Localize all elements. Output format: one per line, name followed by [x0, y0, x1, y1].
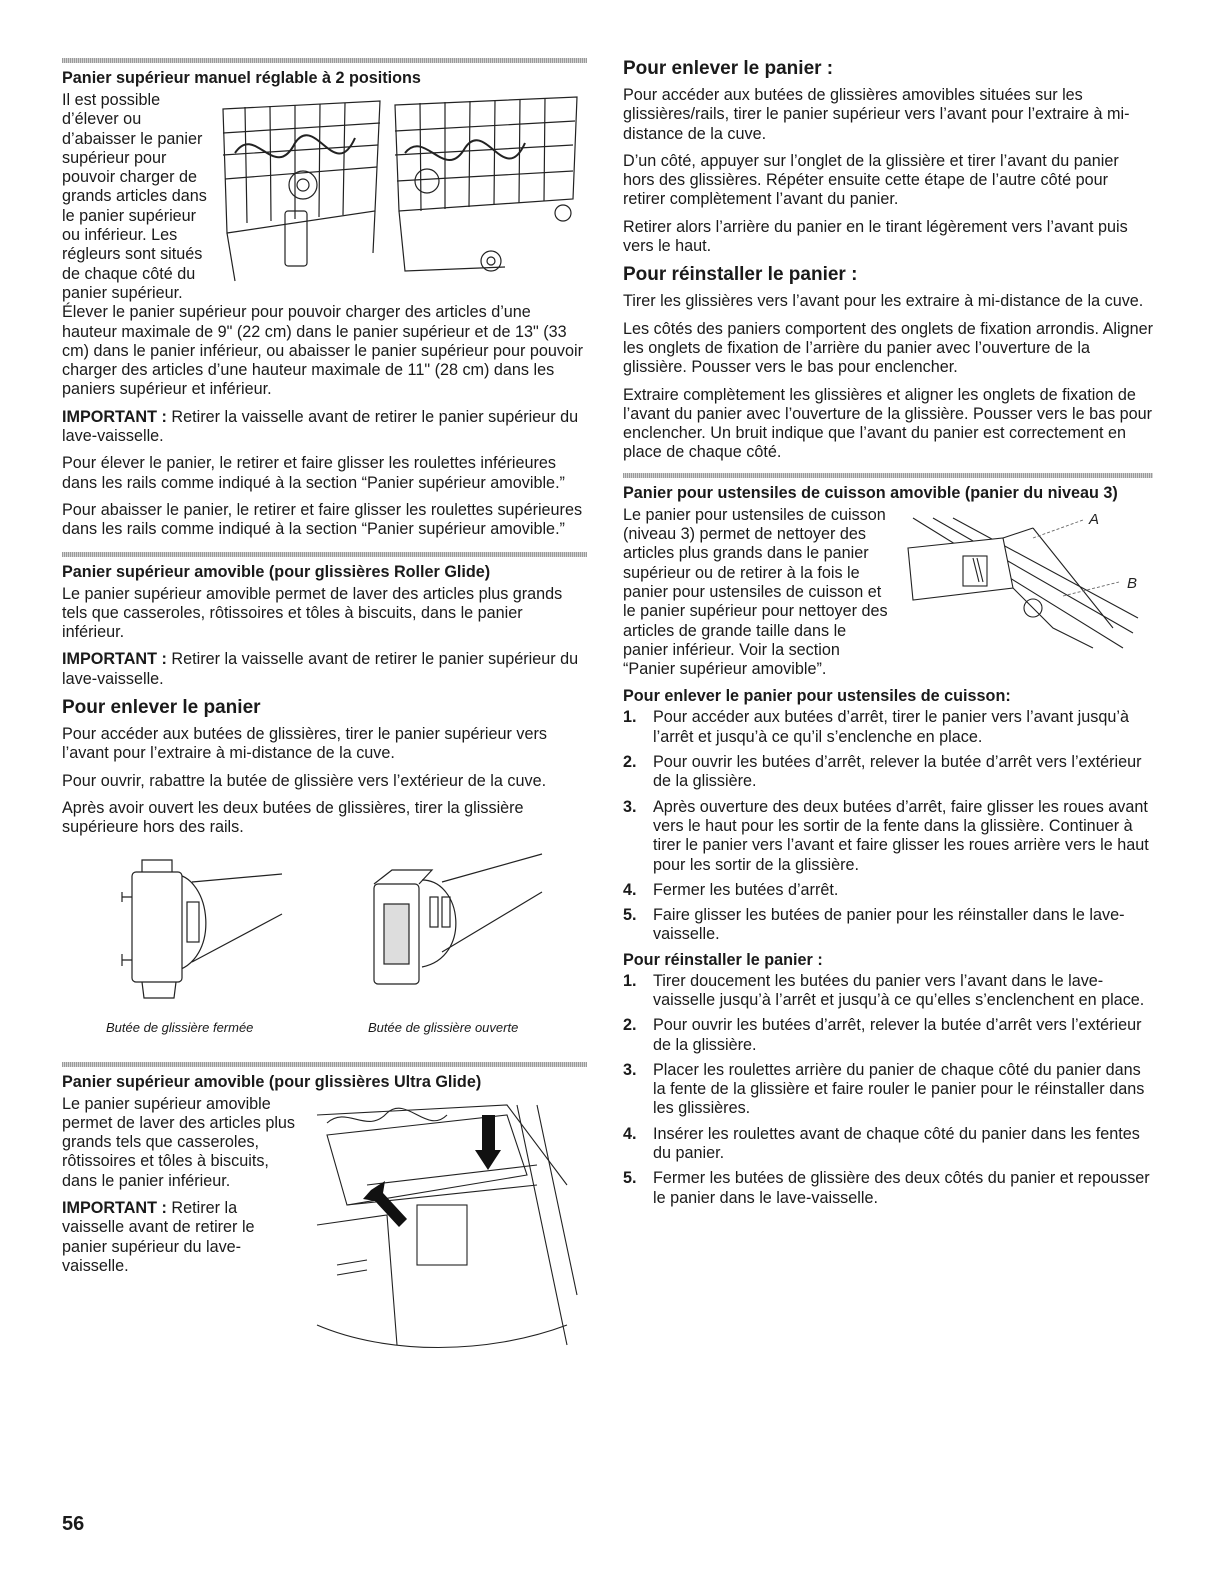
- list-item: 1. Tirer doucement les butées du panier vers l’avant dans le lave-vaisselle jusqu’à l’arrêt et jusqu’à ce qu’elles s’enclenchent en place.: [623, 971, 1145, 1009]
- section-title-roller-glide: Panier supérieur amovible (pour glissières Roller Glide): [62, 562, 491, 581]
- section-title-adjustable-rack: Panier supérieur manuel réglable à 2 positions: [62, 69, 421, 87]
- rack-adjuster-illustration: [215, 93, 587, 287]
- heading-reinstall-cookware-rack: Pour réinstaller le panier :: [623, 950, 823, 969]
- paragraph-extend-slides: Extraire complètement les glissières et aligner les onglets de fixation de l’avant du panier avec l’ouverture de la glissière. Pousser vers le bas pour enclencher. Un bruit indique que l’avant du panier est correctement en place de chaque côté.: [623, 385, 1153, 462]
- section-divider: [62, 552, 587, 557]
- heading-remove-rack-ultra: Pour enlever le panier :: [623, 58, 834, 79]
- heading-remove-rack: Pour enlever le panier: [62, 697, 261, 719]
- list-item: 1. Pour accéder aux butées d’arrêt, tirer le panier vers l’avant jusqu’à l’arrêt et jusqu’à ce qu’il s’enclenche en place.: [623, 708, 1129, 746]
- paragraph-adjustable-intro: Il est possible d’élever ou d’abaisser le panier supérieur pour pouvoir charger de grands articles dans le panier supérieur ou inférieur. Les régleurs sont situés de chaque côté du panier supérieur. Élever le panier supérieur pour pouvoir charger des articles d’une hauteur maximale de 9" (22 cm) dans le panier supérieur et de 13" (33 cm) dans le panier inférieur, ou abaisser le panier supérieur pour pouvoir charger des articles d’une hauteur maximale de 11" (28 cm) dans les paniers supérieur et inférieur.: [62, 91, 583, 399]
- caption-stop-closed: Butée de glissière fermée: [106, 1019, 254, 1035]
- heading-reinstall-rack: Pour réinstaller le panier :: [623, 264, 858, 286]
- paragraph-roller-intro: Le panier supérieur amovible permet de laver des articles plus grands tels que casseroles, rôtissoires et tôles à biscuits, dans le panier inférieur.: [62, 584, 563, 642]
- list-item: 2. Pour ouvrir les butées d’arrêt, relever la butée d’arrêt vers l’extérieur de la glissière.: [623, 753, 1142, 791]
- callout-label-a: A: [1089, 510, 1100, 528]
- section-divider: [62, 1062, 587, 1067]
- paragraph-raise-rack: Pour élever le panier, le retirer et faire glisser les roulettes inférieures dans les rails comme indiqué à la section “Panier supérieur amovible.”: [62, 454, 565, 492]
- list-item: 2. Pour ouvrir les butées d’arrêt, relever la butée d’arrêt vers l’extérieur de la glissière.: [623, 1016, 1142, 1054]
- section-title-ultra-glide: Panier supérieur amovible (pour glissières Ultra Glide): [62, 1072, 482, 1091]
- paragraph-pull-slides: Tirer les glissières vers l’avant pour les extraire à mi-distance de la cuve.: [623, 292, 1144, 311]
- list-item: 5. Fermer les butées de glissière des deux côtés du panier et repousser le panier dans le lave-vaisselle.: [623, 1169, 1150, 1207]
- paragraph-important-3: IMPORTANT : Retirer la vaisselle avant de retirer le panier supérieur du lave-vaisselle.: [62, 1198, 255, 1275]
- paragraph-pull-slide: Après avoir ouvert les deux butées de glissières, tirer la glissière supérieure hors des rails.: [62, 798, 524, 837]
- paragraph-ultra-intro: Le panier supérieur amovible permet de laver des articles plus grands tels que casseroles, rôtissoires et tôles à biscuits, dans le panier inférieur.: [62, 1094, 296, 1190]
- left-column: [62, 58, 587, 1355]
- paragraph-important-2: IMPORTANT : Retirer la vaisselle avant de retirer le panier supérieur du lave-vaisselle.: [62, 650, 579, 688]
- rail-stop-open-illustration: [362, 852, 552, 1002]
- third-level-rack-illustration: [893, 508, 1153, 658]
- paragraph-align-tabs: Les côtés des paniers comportent des onglets de fixation arrondis. Aligner les onglets de fixation de l’arrière du panier avec l’ouverture de la glissière. Pousser vers le bas pour enclencher.: [623, 319, 1153, 377]
- paragraph-important-1: IMPORTANT : Retirer la vaisselle avant de retirer le panier supérieur du lave-vaisselle.: [62, 407, 579, 446]
- list-item: 5. Faire glisser les butées de panier pour les réinstaller dans le lave-vaisselle.: [623, 906, 1125, 944]
- list-item: 3. Après ouverture des deux butées d’arrêt, faire glisser les roues avant vers le haut pour les sortir de la fente dans la glissière. Continuer à tirer le panier vers l’avant et faire glisser les roues arrière vers le haut pour les sortir de la glissière.: [623, 797, 1149, 874]
- list-item: 4. Fermer les butées d’arrêt.: [623, 880, 839, 899]
- rail-stop-figures: [62, 852, 587, 1052]
- paragraph-access-removable-stops: Pour accéder aux butées de glissières amovibles situées sur les glissières/rails, tirer le panier supérieur vers l’avant pour l’extraire à mi-distance de la cuve.: [623, 86, 1130, 143]
- rail-stop-closed-illustration: [102, 852, 292, 1002]
- paragraph-access-stops: Pour accéder aux butées de glissières, tirer le panier supérieur vers l’avant pour l’extraire à mi-distance de la cuve.: [62, 725, 547, 763]
- list-item: 3. Placer les roulettes arrière du panier de chaque côté du panier dans la fente de la glissière et faire rouler le panier pour le réinstaller dans les glissières.: [623, 1060, 1145, 1118]
- paragraph-open-stop: Pour ouvrir, rabattre la butée de glissière vers l’extérieur de la cuve.: [62, 771, 547, 790]
- page-number: 56: [62, 1513, 85, 1535]
- paragraph-third-level-intro: Le panier pour ustensiles de cuisson (niveau 3) permet de nettoyer des articles plus grands dans le panier supérieur ou de retirer à la fois le panier pour ustensiles de cuisson et le panier supérieur pour nettoyer des articles de grande taille dans le panier inférieur. Voir la section “Panier supérieur amovible”.: [623, 505, 888, 679]
- paragraph-press-tab: D’un côté, appuyer sur l’onglet de la glissière et tirer l’avant du panier hors des glissières. Répéter ensuite cette étape de l’autre côté pour retirer complètement l’avant du panier.: [623, 151, 1119, 209]
- paragraph-remove-rear: Retirer alors l’arrière du panier en le tirant légèrement vers l’avant puis vers le haut.: [623, 217, 1128, 256]
- list-item: 4. Insérer les roulettes avant de chaque côté du panier dans les fentes du panier.: [623, 1124, 1140, 1163]
- right-column: [623, 58, 1153, 1214]
- remove-steps-list: [623, 708, 1153, 944]
- ultra-glide-illustration: [307, 1095, 587, 1355]
- section-divider: [623, 473, 1153, 478]
- callout-label-b: B: [1127, 574, 1138, 592]
- section-title-third-level: Panier pour ustensiles de cuisson amovible (panier du niveau 3): [623, 483, 1118, 502]
- heading-remove-cookware-rack: Pour enlever le panier pour ustensiles de cuisson:: [623, 687, 1011, 706]
- reinstall-steps-list: [623, 972, 1153, 1208]
- section-divider: [62, 58, 587, 63]
- paragraph-lower-rack: Pour abaisser le panier, le retirer et faire glisser les roulettes supérieures dans les rails comme indiqué à la section “Panier supérieur amovible.”: [62, 500, 583, 539]
- caption-stop-open: Butée de glissière ouverte: [368, 1019, 519, 1035]
